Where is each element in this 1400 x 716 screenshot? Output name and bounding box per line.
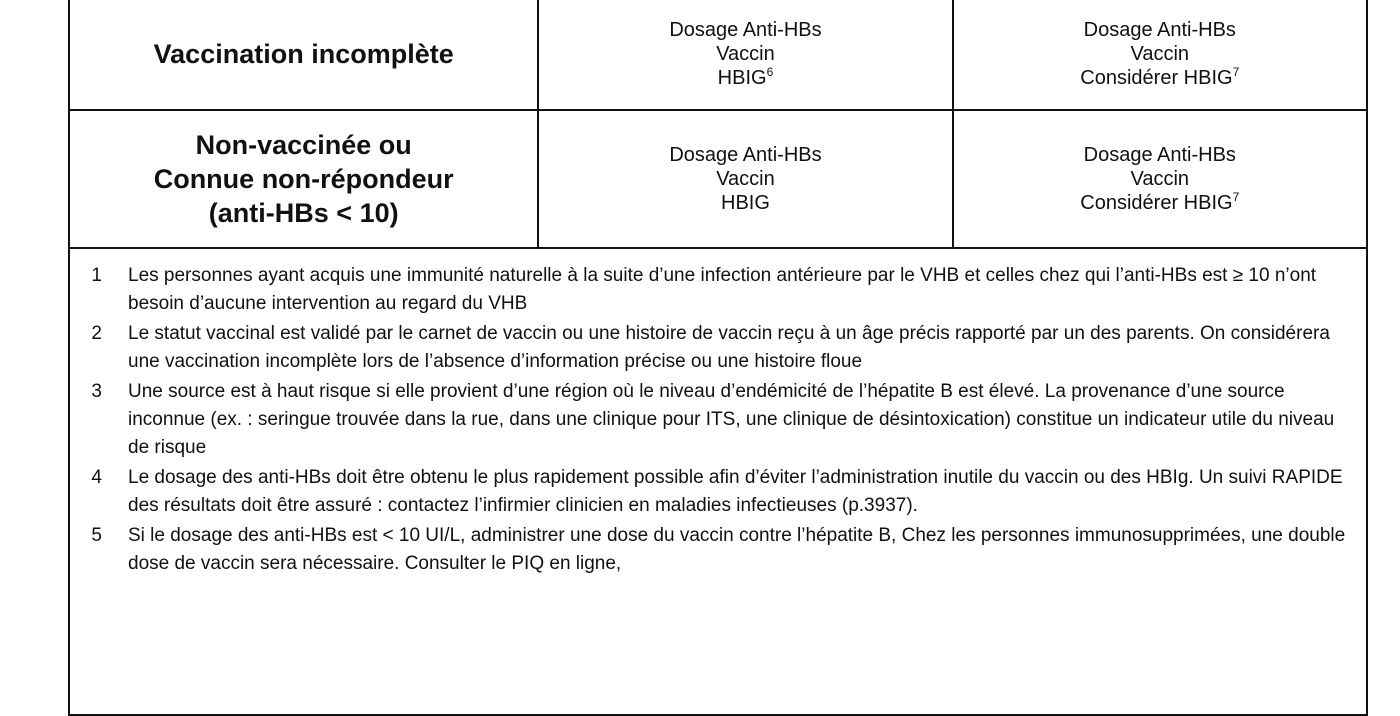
cell-line: Dosage Anti-HBs xyxy=(669,144,822,166)
row-label xyxy=(69,110,538,248)
row-label-line: Connue non-répondeur xyxy=(153,164,454,194)
table-row xyxy=(69,110,1367,248)
cell-line: Vaccin xyxy=(1130,42,1190,65)
footnote-ref: 7 xyxy=(1232,64,1240,79)
table-row xyxy=(69,0,1367,110)
recommendation-table xyxy=(68,0,1368,249)
cell-line: Vaccin xyxy=(1130,168,1190,190)
footnote-ref: 6 xyxy=(766,64,774,79)
footnotes xyxy=(70,262,1366,580)
row-label xyxy=(69,0,538,110)
footnote-text: Une source est à haut risque si elle provient d’une région où le niveau d’endémicité de l’hépatite B est élevé. La provenance d’une source inconnue (ex. : seringue trouvée dans la rue, dans une clinique pour ITS, une clinique de désintoxication) constitue un indicateur utile du niveau de risque xyxy=(128,381,1335,458)
footnote-text: Les personnes ayant acquis une immunité naturelle à la suite d’une infection antérieure par le VHB et celles chez qui l’anti-HBs est ≥ 10 n’ont besoin d’aucune intervention au regard du VHB xyxy=(128,265,1317,314)
footnote-text: Le dosage des anti-HBs doit être obtenu le plus rapidement possible afin d’éviter l’administration inutile du vaccin ou des HBIg. Un suivi RAPIDE des résultats doit être assuré : contactez l’infirmier clinicien en maladies infectieuses (p.3937). xyxy=(128,467,1343,516)
row-label-line: Vaccination incomplète xyxy=(153,38,454,69)
footnote-item xyxy=(70,464,1366,520)
footnote-item xyxy=(70,262,1366,318)
footnote-text: Le statut vaccinal est validé par le carnet de vaccin ou une histoire de vaccin reçu à un âge précis rapporté par un des parents. On considérera une vaccination incomplète lors de l’absence d’information précise ou une histoire floue xyxy=(128,323,1330,372)
cell-line: Considérer HBIG$^7$ xyxy=(1080,64,1240,89)
cell-line: Vaccin xyxy=(716,168,775,190)
table-cell xyxy=(538,0,952,110)
table-cell xyxy=(953,0,1367,110)
cell-line: Dosage Anti-HBs xyxy=(1083,18,1236,41)
cell-line: HBIG xyxy=(721,192,770,214)
footnote-number: 1 xyxy=(91,265,102,286)
footnote-number: 3 xyxy=(91,381,102,402)
cell-line: HBIG$^6$ xyxy=(717,64,774,89)
footnote-ref: 7 xyxy=(1232,190,1240,204)
footnote-number: 2 xyxy=(91,323,102,344)
cell-line: Dosage Anti-HBs xyxy=(1083,144,1236,166)
footnote-item xyxy=(70,522,1366,578)
table-cell xyxy=(538,110,952,248)
footnote-item xyxy=(70,320,1366,376)
cell-line: Dosage Anti-HBs xyxy=(669,18,822,41)
footnote-text: Si le dosage des anti-HBs est < 10 UI/L, administrer une dose du vaccin contre l’hépatite B, Chez les personnes immunosupprimées, une double dose de vaccin sera nécessaire. Consulter le PIQ en ligne, xyxy=(128,525,1346,574)
row-label-line: Non-vaccinée ou xyxy=(195,130,412,160)
row-label-line: (anti-HBs < 10) xyxy=(208,198,399,228)
footnote-number: 5 xyxy=(91,525,102,546)
table-cell xyxy=(953,110,1367,248)
cell-line: Considérer HBIG$^7$ xyxy=(1080,190,1240,214)
footnote-number: 4 xyxy=(91,467,102,488)
footnote-item xyxy=(70,378,1366,462)
cell-line: Vaccin xyxy=(716,42,775,65)
